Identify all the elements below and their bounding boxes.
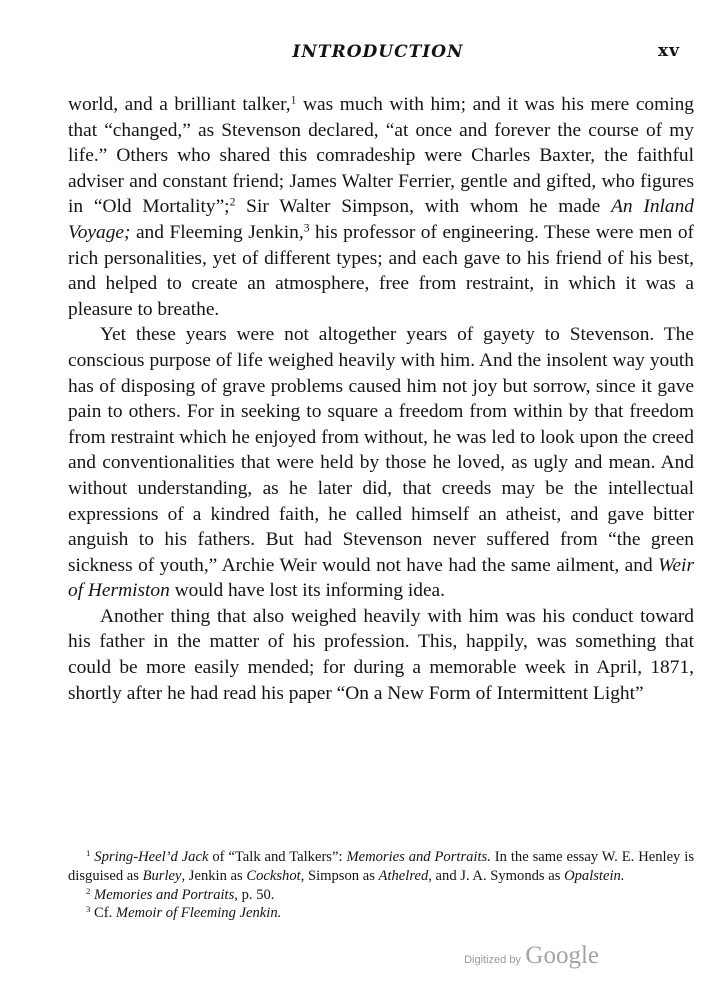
italic-text: Opalstein. — [564, 867, 625, 884]
footnote — [68, 904, 694, 923]
text-run: , p. 50. — [234, 886, 275, 903]
italic-text: Weir of Hermiston — [68, 554, 694, 602]
text-run: world, and a brilliant talker, — [68, 94, 291, 115]
paragraph — [68, 92, 694, 322]
body-text — [68, 92, 694, 706]
watermark-brand: Google — [525, 942, 599, 969]
italic-text: Memoir of Fleeming Jenkin. — [115, 905, 282, 922]
footnote — [68, 886, 694, 905]
footnotes — [68, 848, 694, 923]
running-head: INTRODUCTION — [292, 42, 464, 62]
text-run: , Jenkin as — [181, 867, 247, 884]
footnote-ref: 3 — [303, 221, 310, 235]
watermark-prefix: Digitized by — [464, 954, 521, 966]
paragraph — [68, 322, 694, 604]
footnote-ref: 1 — [86, 848, 91, 859]
text-run: and Fleeming Jenkin, — [130, 221, 304, 243]
italic-text: Memories and Portraits — [94, 886, 235, 903]
italic-text: Athelred — [378, 867, 429, 884]
page-header — [68, 42, 688, 72]
digitized-by-google-watermark — [464, 942, 599, 970]
text-run: Yet these years were not altogether years of gayety to Stevenson. The conscious purpose of life weighed heavily with him. And the insolent way youth has of disposing of grave problems caused him not joy but sorrow, since it gave pain to others. For in seeking to square a freedom from within by that freedom from restraint which he enjoyed from without, he was led to look upon the creed and conventionalities that were held by those he loved, as ugly and mean. And without understanding, as he later did, that creeds may be the intellectual expressions of a kindred faith, he called himself an atheist, and gave bitter anguish to his fathers. But had Stevenson never suffered from “the green sickness of youth,” Archie Weir would not have had the same ailment, and — [68, 324, 694, 576]
italic-text: Memories and Portraits. — [346, 849, 491, 865]
text-run: Sir Walter Simpson, with whom he made — [235, 196, 612, 218]
italic-text: Spring-Heel’d Jack — [94, 849, 209, 865]
italic-text: An Inland Voyage; — [68, 196, 695, 243]
italic-text: Cockshot — [246, 867, 301, 884]
text-run: his professor of engineering. These were men of rich personalities, yet of different types; and each gave to his friend of his best, and helped to create an atmosphere, free from restraint, in which it was a pleasure to breathe. — [68, 221, 694, 320]
footnote — [68, 848, 694, 886]
text-run: Another thing that also weighed heavily with him was his conduct toward his father in the matter of his profession. This, happily, was something that could be more easily mended; for during a memorable week in April, 1871, shortly after he had read his paper “On a New Form of Intermittent Light” — [68, 605, 694, 704]
footnote-ref: 2 — [86, 885, 91, 896]
footnote-ref: 2 — [229, 195, 236, 209]
italic-text: Burley — [142, 867, 182, 884]
text-run: would have lost its informing idea. — [169, 580, 446, 602]
footnote-ref: 3 — [86, 904, 91, 915]
footnote-ref: 1 — [290, 93, 297, 107]
text-run: was much with him; and it was his mere coming that “changed,” as Stevenson declared, “at once and forever the course of my life.” Others who shared this comradeship were Charles Baxter, the faithful adviser and constant friend; James Walter Ferrier, gentle and gifted, who figures in “Old Mortality”; — [68, 94, 694, 218]
page-number: xv — [657, 41, 680, 61]
text-run: Cf. — [90, 905, 116, 922]
text-run: , Simpson as — [300, 867, 379, 884]
paragraph — [68, 604, 694, 706]
text-run: of “Talk and Talkers”: — [208, 849, 347, 865]
text-run: In the same essay W. E. Henley is disguised as — [68, 849, 694, 884]
text-run: , and J. A. Symonds as — [428, 867, 565, 884]
